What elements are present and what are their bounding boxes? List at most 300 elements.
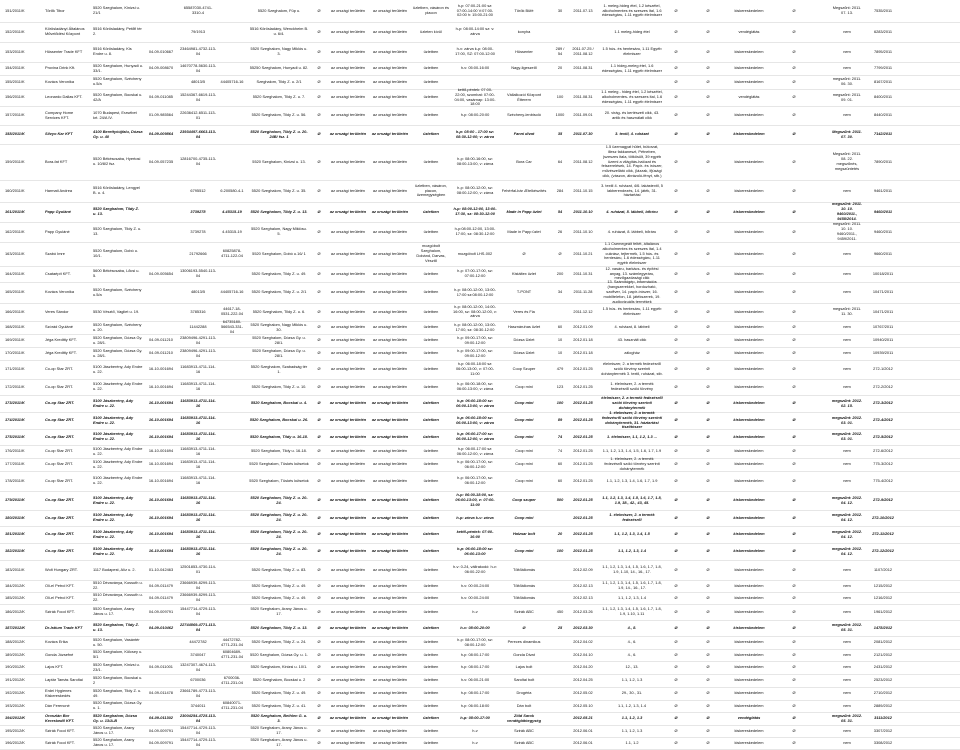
cell-t2: az országí területén xyxy=(330,250,366,256)
cell-j1: Ø xyxy=(674,48,678,54)
cell-datum: 2011.10.10 xyxy=(573,208,593,214)
cell-nyitva: h-v: 0-24, vállrakodó: h-v: 06:00-22:00 xyxy=(453,564,497,574)
cell-nyitva: h-p: 06:00-18:00, sz: 06:00-13:00, v: 07:00-11:00 xyxy=(455,492,495,507)
cell-nyitva: h-p: 08:00-14:00 sz: v: zárva xyxy=(455,26,495,36)
cell-uzlet: üzletben xyxy=(423,677,439,683)
cell-adoszam: 65587030-4741-3310-4 xyxy=(183,5,213,15)
cell-name: Szórád Gyuláné xyxy=(45,324,73,330)
cell-szam2: 5520 Szeghalom, Tildy u. 16-18. xyxy=(249,433,309,439)
cell-j2: Ø xyxy=(706,739,710,745)
cell-uzlet: üzletben, vásáron és piacon xyxy=(413,5,449,15)
cell-t2: az országí területén xyxy=(330,608,366,614)
cell-t1: Ø xyxy=(317,250,321,256)
cell-t1: Ø xyxy=(317,566,321,572)
cell-terulet: 25 xyxy=(557,624,563,630)
cell-name: Laptár Tamás Saroltai xyxy=(45,677,83,683)
cell-j1: Ø xyxy=(674,715,678,721)
cell-nyitva: h-p: 08:00-12:00, 14:00-16:00, sz: 08:00-12:00, v: zárva xyxy=(453,303,497,319)
cell-j3: Ø xyxy=(792,624,796,630)
cell-j2: Ø xyxy=(706,94,710,100)
cell-j3: Ø xyxy=(792,594,796,600)
cell-name: Co-op Star ZRT. xyxy=(45,461,74,467)
cell-t2: az országí területén xyxy=(330,594,366,600)
cell-t3: az országí területén xyxy=(372,28,408,34)
cell-uzlet: üzletben xyxy=(423,48,439,54)
cell-uzletnev: Halzsar bolt xyxy=(512,531,536,537)
cell-j3: Ø xyxy=(792,448,796,454)
cell-uzlet: üzleten kívül xyxy=(420,28,442,34)
cell-datum: 2012.02.13 xyxy=(573,594,593,600)
cell-j2: Ø xyxy=(706,308,710,314)
cell-cegj xyxy=(146,674,176,687)
cell-allas: 10767/2011 xyxy=(872,324,894,330)
cell-nyitva: h-p: 06:00-18:00 sz: 06:00-13:00 xyxy=(456,545,494,556)
cell-t1: Ø xyxy=(317,48,321,54)
cell-t2: az országí területén xyxy=(329,531,367,537)
cell-allas: 2523/2012 xyxy=(873,677,893,683)
cell-allas: 1478/2012 xyxy=(873,624,893,630)
cell-id: 188/2012/K xyxy=(5,639,25,645)
cell-uzletnev: Zöld Sarok vendéglátóegység xyxy=(507,712,541,723)
cell-name: Kovács Erika xyxy=(45,639,68,645)
cell-id: 170/2011/K xyxy=(5,350,25,356)
cell-szam2: 5520 Szeghalom, Szabadság tér 1. xyxy=(250,363,308,374)
cell-szam2: 5520 Szeghalom, Tildy Z. u. 6. xyxy=(252,308,306,314)
cell-name: Törők Tibor xyxy=(45,7,65,13)
cell-cegj: 16-10-001694 xyxy=(148,383,174,389)
cell-termek: 20. virág- és kertészeti cikk, 43. antik és használati cikk xyxy=(604,109,660,120)
cell-t2: az országí területén xyxy=(330,7,366,13)
cell-id: 180/2011/K xyxy=(5,514,25,520)
cell-allas: 8167/2011 xyxy=(873,78,893,84)
cell-nyitva: h-v xyxy=(472,727,478,733)
cell-t3: az országí területén xyxy=(372,651,408,657)
cell-t2: az országí területén xyxy=(330,48,366,54)
cell-j1: Ø xyxy=(674,187,678,193)
cell-megszunt: nem xyxy=(843,366,851,372)
cell-datum: 2012.01.25 xyxy=(573,448,593,454)
cell-nyitva: h-v: 08:00-20:00 xyxy=(460,624,490,630)
cell-t2: az országí területén xyxy=(329,715,367,721)
cell-t1: Ø xyxy=(317,664,321,670)
cell-addr: 5516 Körösladány, Petőfi tér 2. xyxy=(93,26,142,36)
cell-t1: Ø xyxy=(317,417,321,423)
cell-j2: Ø xyxy=(706,208,710,214)
cell-uzlet: üzletben xyxy=(423,651,439,657)
cell-t2: az országí területén xyxy=(329,400,367,406)
cell-t2: az országí területén xyxy=(330,65,366,71)
cell-megszunt: nem xyxy=(843,651,851,657)
cell-cegj: 04-09-009864 xyxy=(148,131,174,137)
cell-szam2: 5520 Szeghalom, Tildy Z. u. 10. xyxy=(251,383,307,389)
cell-szam2: 5520 Szeghalom, Bethlen G. u. 3. xyxy=(250,712,308,723)
cell-cegj: 16-10-001694 xyxy=(148,531,174,537)
cell-adoszam: 6795512 xyxy=(190,187,206,193)
cell-id: 190/2012/K xyxy=(5,664,25,670)
cell-j3: Ø xyxy=(792,94,796,100)
cell-terulet: 200 xyxy=(556,270,564,276)
cell-termek: 4., 6. xyxy=(627,651,637,657)
cell-j2: Ø xyxy=(706,477,710,483)
table-row xyxy=(0,543,960,561)
cell-cegj: 16-10-001694 xyxy=(148,417,174,423)
cell-szam2: 5520 Szeghalom, Arany János u. 17. xyxy=(250,725,308,735)
cell-nyitva: h-v: 00:00-24:00 xyxy=(460,582,490,588)
cell-datum: 2011.10.15 xyxy=(573,187,593,193)
cell-t1: Ø xyxy=(317,337,321,343)
cell-uzletnev: Coop mini xyxy=(515,461,533,467)
cell-datum: 2012.01.25 xyxy=(573,477,593,483)
cell-uzletnev: Fanni divat xyxy=(513,131,535,137)
cell-megszunt: nem xyxy=(843,250,851,256)
cell-datum: 2011.12.12 xyxy=(573,308,593,314)
cell-szam2: 5520 Szeghalom, Füp u. xyxy=(257,7,301,13)
cell-nyitva: h-p: 06:00-17:00, sz: 06:00-12:00 xyxy=(457,458,493,469)
cell-name: Jéga Kreditty KFT. xyxy=(45,350,77,356)
cell-j2: Ø xyxy=(706,497,710,503)
cell-j3: Ø xyxy=(792,433,796,439)
cell-terulet: 34 xyxy=(557,289,563,295)
cell-nyerseg: kiskereskedelem xyxy=(733,548,765,554)
cell-allas: 8440/2011 xyxy=(873,112,893,118)
cell-nyerseg: kiskereskedelem xyxy=(734,78,764,84)
cell-datum: 2012.05.10 xyxy=(573,702,593,708)
cell-j1: Ø xyxy=(674,7,678,13)
cell-datum: 2012.01.25 xyxy=(573,497,593,503)
cell-datum: 2012.02.13 xyxy=(573,582,593,588)
cell-addr: 5530 Vésztő, Vagliet u. 19. xyxy=(93,308,140,314)
cell-addr: 5520 Szeghalom, Szécheny u.5/a xyxy=(93,76,142,86)
cell-uzletnev: Szirák ABC xyxy=(514,739,534,745)
cell-cegj xyxy=(146,700,176,712)
cell-adoszam: 15244367-6619-113-04 xyxy=(179,91,217,102)
cell-uzletnev: Ø xyxy=(522,250,526,256)
cell-szam2: 5520 Szeghalom, Tüskés kútsetok xyxy=(249,461,309,467)
cell-cegj xyxy=(146,636,176,649)
cell-nyerseg: kiskereskedelem xyxy=(734,187,764,193)
cell-j1: Ø xyxy=(674,497,678,503)
cell-termek: 4. ruházat, 8. lábbeli, bőráru xyxy=(607,228,657,234)
cell-terulet xyxy=(552,636,568,649)
cell-adoszam: 3739278 xyxy=(190,228,206,234)
cell-terulet xyxy=(552,725,568,737)
cell-t3: az országí területén xyxy=(371,514,409,520)
cell-terulet: Ø xyxy=(558,250,562,256)
cell-cegj: 04-09-011302 xyxy=(149,715,173,721)
cell-t3: az országí területén xyxy=(372,158,408,164)
cell-nyerseg: kiskereskedelem xyxy=(733,624,765,630)
cell-addr: 5520 Szeghalom, Szécheny u. 20. xyxy=(93,321,142,332)
cell-nyitva: h-p: 07:00-17:00, sz: 07:00-12:00 xyxy=(457,268,493,278)
cell-nyerseg: kiskereskedelem xyxy=(734,383,764,389)
cell-addr: 5520 Szeghalom, Bocskai u. 2 xyxy=(93,674,143,685)
cell-t1: Ø xyxy=(317,366,321,372)
cell-szekhely xyxy=(218,445,246,458)
cell-nyerseg: kiskereskedelem xyxy=(734,250,764,256)
table-row xyxy=(0,360,960,380)
cell-nyitva: h-p: 08:00-17:00 xyxy=(460,651,490,657)
cell-szekhely xyxy=(218,347,246,360)
cell-szam2: Szeghalom, Tildy Z. u. 2/1 xyxy=(256,78,302,84)
cell-termek: 1.1, 1.2, 1.3, 1.4, 1.5, 1.6, 1.7, 1.9 xyxy=(602,448,662,454)
cell-j1: Ø xyxy=(674,664,678,670)
cell-addr: 5520 Szeghalom, Dózsa Gy. u. 28/1. xyxy=(93,334,143,345)
cell-allas: 3111/2012 xyxy=(874,715,892,721)
cell-datum xyxy=(570,75,596,89)
cell-allas: 8400/2011 xyxy=(873,94,893,100)
cell-szam2: 5520 Szeghalom, Tildy Z. u. 49. xyxy=(251,270,307,276)
cell-id: 156/2011/K xyxy=(5,94,25,100)
cell-t3: az országí területén xyxy=(372,677,408,683)
cell-j1: Ø xyxy=(674,78,678,84)
cell-uzletnev: Gonda Divat xyxy=(513,651,535,657)
cell-allas: 1107/2012 xyxy=(873,566,893,572)
cell-allas: 272-6/2012 xyxy=(873,448,893,454)
cell-j3: Ø xyxy=(792,400,796,406)
cell-j3: Ø xyxy=(792,187,796,193)
cell-uzletnev: Pereces dinamikus xyxy=(507,639,541,645)
cell-id: 162/2011/K xyxy=(5,228,25,234)
cell-datum: 2011.09.01 xyxy=(573,112,593,118)
cell-termek: 4. ruházat, 8. lábbeli xyxy=(614,324,650,330)
cell-name: Co-op Star ZRT. xyxy=(45,477,74,483)
cell-t2: az országí területén xyxy=(330,664,366,670)
cell-addr: 5100 Jászberény, Ady Endre u. 22. xyxy=(93,458,143,469)
cell-t2: az országí területén xyxy=(330,308,366,314)
cell-j3: Ø xyxy=(792,28,796,34)
cell-uzlet: üzletben xyxy=(423,337,439,343)
table-row xyxy=(0,42,960,63)
cell-j2: Ø xyxy=(706,400,710,406)
cell-name: Veres Sándor xyxy=(45,308,69,314)
cell-termek: 1.1, 1.2, 1.3, 1.4 xyxy=(617,594,647,600)
cell-nyerseg: kiskereskedelem xyxy=(734,308,764,314)
cell-j1: Ø xyxy=(674,461,678,467)
cell-uzletnev: Veres és Fia xyxy=(513,308,535,314)
cell-name: Wolt Hungary ZRT. xyxy=(45,566,78,572)
cell-t3: az országí területén xyxy=(372,350,408,356)
cell-t1: Ø xyxy=(317,78,321,84)
cell-megszunt: megszűnt: 2012. 03. 01. xyxy=(831,414,863,425)
cell-name: Co-op Star ZRT. xyxy=(45,514,75,520)
cell-t3: az országí területén xyxy=(372,727,408,733)
cell-t2: az országí területén xyxy=(330,566,366,572)
cell-id: 158/2011/K xyxy=(5,131,25,137)
cell-id: 164/2011/K xyxy=(5,270,25,276)
cell-addr: 5100 Jászberény, Ady Endre u. 22. xyxy=(93,475,143,485)
cell-uzletnev: Made in Papp üzlet xyxy=(506,208,542,214)
cell-j3: Ø xyxy=(792,739,796,745)
table-row xyxy=(0,687,960,701)
cell-j1: Ø xyxy=(674,608,678,614)
cell-t3: az országí területén xyxy=(372,383,408,389)
cell-termek: 1.1, 1.2, 1.3, 1.4, 1.5 xyxy=(614,531,650,537)
cell-nyitva: h-p: 07:00-21:00 sz: 07:00-14:00 V:07:00-02:00 h: 15:00-21:00 xyxy=(456,2,494,18)
cell-addr: 5520 Szeghalom, Kinizsi u. 21/1 xyxy=(93,5,140,15)
cell-nyitva: h-v xyxy=(472,739,478,745)
table-row xyxy=(0,471,960,492)
cell-szekhely: 60825878-4711-122-04 xyxy=(221,248,243,258)
cell-allas: 2121/2012 xyxy=(873,651,893,657)
cell-name: Szirák Food KFT. xyxy=(45,608,75,614)
table-row xyxy=(0,62,960,76)
cell-szam2: 5520 Szeghalom, Nagy Miklós u. 30. xyxy=(250,321,308,332)
cell-allas: 3307/2012 xyxy=(873,727,893,733)
cell-terulet: 500 xyxy=(556,497,564,503)
cell-terulet: 123 xyxy=(556,383,564,389)
cell-id: 163/2011/K xyxy=(5,250,25,256)
cell-allas: 775-3/2012 xyxy=(873,461,893,467)
cell-datum: 2012.01.25 xyxy=(573,433,593,439)
cell-szekhely xyxy=(218,491,246,510)
cell-termek: 1.1, 1.2, 1.3, 1.4, 1.6, 1.7, 1.9 xyxy=(606,477,658,483)
cell-nyitva: h-p: 09:00-17:00, sz: 09:00-12:00 xyxy=(457,334,493,345)
cell-cegj: 04-09-011478 xyxy=(149,690,173,696)
cell-name: Szabó Imre xyxy=(45,250,65,256)
cell-addr: 5520 Szeghalom, Tildy Z. u. 13. xyxy=(93,226,142,236)
table-row xyxy=(0,334,960,348)
cell-terulet xyxy=(552,22,568,42)
cell-j2: Ø xyxy=(706,417,710,423)
cell-szam2: 5520 Szeghalom, Tildy Z. u. 56. xyxy=(251,112,307,118)
cell-nyerseg: kiskereskedelem xyxy=(734,324,764,330)
cell-addr: 5520 Szeghalom, Dobó u. 10/1. xyxy=(93,248,138,258)
cell-uzlet: üzletben xyxy=(423,158,439,164)
cell-datum: 2012.01.25 xyxy=(573,531,593,537)
cell-megszunt: nem xyxy=(843,187,851,193)
cell-termek: 1. élelmiszer, 1.1, 1.2, 1.3 ... xyxy=(607,433,657,439)
cell-name: Oli-el Petrol KFT. xyxy=(45,594,75,600)
cell-adoszam: 11442288 xyxy=(189,324,207,330)
cell-szam2: 55250 Szeghalom, Hunyadi u. 82. xyxy=(249,65,309,71)
cell-j1: Ø xyxy=(674,112,678,118)
cell-t3: az országí területén xyxy=(372,228,408,234)
cell-uzlet: üzletben xyxy=(423,350,439,356)
cell-allas: 7890/2011 xyxy=(873,158,893,164)
cell-j2: Ø xyxy=(706,566,710,572)
cell-t1: Ø xyxy=(317,65,321,71)
cell-uzletnev: Dózsa Üzlet xyxy=(513,350,535,356)
cell-terulet: 1000 xyxy=(555,112,565,118)
cell-t3: az országí területén xyxy=(372,690,408,696)
cell-datum: 2012.01.25 xyxy=(573,366,593,372)
cell-t3: az országí területén xyxy=(371,131,409,137)
cell-t3: az országí területén xyxy=(371,497,409,503)
cell-j2: Ø xyxy=(706,715,710,721)
cell-nyerseg: kiskereskedelem xyxy=(734,228,764,234)
cell-terulet: 100 xyxy=(556,400,564,406)
cell-id: 165/2011/K xyxy=(5,289,25,295)
cell-szam2: 5520 Szeghalom, Arany János u. 17. xyxy=(250,606,308,616)
cell-nyerseg: kiskereskedelem xyxy=(733,400,765,406)
cell-id: 171/2011/K xyxy=(5,366,25,372)
cell-id: 169/2011/K xyxy=(5,337,25,343)
cell-j1: Ø xyxy=(674,727,678,733)
cell-t2: az országí területén xyxy=(330,270,366,276)
cell-id: 168/2011/K xyxy=(5,324,25,330)
cell-megszunt: nem xyxy=(843,739,851,745)
cell-j1: Ø xyxy=(674,702,678,708)
cell-name: Körösladányi Általános Művelődési Központ xyxy=(45,26,85,36)
cell-t3: az országí területén xyxy=(372,448,408,454)
cell-t1: Ø xyxy=(317,270,321,276)
cell-t2: az országí területén xyxy=(330,727,366,733)
cell-t1: Ø xyxy=(317,477,321,483)
cell-nyerseg: kiskereskedelem xyxy=(734,608,764,614)
cell-t1: Ø xyxy=(317,7,321,13)
cell-t2: az országí területén xyxy=(330,461,366,467)
cell-name: Lajos KFT. xyxy=(45,664,64,670)
cell-szekhely xyxy=(218,395,246,412)
cell-allas: 272-4/2012 xyxy=(873,417,893,423)
cell-j3: Ø xyxy=(792,48,796,54)
cell-terulet xyxy=(552,700,568,712)
cell-addr: 1117 Budapest, Alíz u. 2. xyxy=(93,566,136,572)
cell-j3: Ø xyxy=(792,639,796,645)
cell-adoszam: 12501853-4730-114-01 xyxy=(179,564,217,574)
table-row xyxy=(0,409,960,430)
cell-name: Leonardo Dallas KFT. xyxy=(45,94,83,100)
table-row xyxy=(0,242,960,267)
cell-nyerseg: kiskereskedelem xyxy=(734,594,764,600)
cell-addr: 5520 Szeghalom, Vasántér u. 50. xyxy=(93,636,140,647)
cell-t3: az országí területén xyxy=(372,112,408,118)
cell-t3: az országí területén xyxy=(372,594,408,600)
cell-adoszam: 15447714-4729-113-04 xyxy=(179,737,217,747)
cell-adoszam: 11683913-4711-114-16 xyxy=(180,431,216,441)
cell-datum: 2012.05.21 xyxy=(573,715,593,721)
cell-j1: Ø xyxy=(674,417,678,423)
cell-cegj: 04-09-011479 xyxy=(149,582,173,588)
cell-t1: Ø xyxy=(317,448,321,454)
cell-j1: Ø xyxy=(674,448,678,454)
cell-terulet: 74 xyxy=(557,448,563,454)
cell-adoszam: 11683913-4711-114-16 xyxy=(180,494,216,505)
cell-termek: 1.1 Csemegeáit feltét, általános alkoholmentes és szeszes ital, 1.4 cukrász, tejtermék, 1.5 hús- és hentesáru, 1.6 édességáru, 1.11 egyéb élelmiszer xyxy=(602,240,662,266)
cell-j3: Ø xyxy=(792,702,796,708)
cell-termek: 1.1, 1.2, 1.3, 1.4, 1.5, 1.6, 1.7, 1.8, 1.9, 1.10, 14., 16., 17. xyxy=(602,564,662,574)
cell-j2: Ø xyxy=(706,651,710,657)
cell-datum: 2012.01.25 xyxy=(573,461,593,467)
cell-adoszam: 23004254-4725-113-04 xyxy=(179,712,217,723)
cell-t3: az országí területén xyxy=(371,208,409,214)
cell-terulet xyxy=(552,712,568,725)
table-row xyxy=(0,429,960,446)
cell-uzlet: üzletben xyxy=(423,308,439,314)
cell-szam2: 5520 Szeghalom, Dózsa Gy. u. 28/1. xyxy=(252,347,306,358)
cell-szam2: 5520 Szeghalom, Dózsa Gy. u. 28/1. xyxy=(252,334,306,345)
cell-cegj: 16-10-001694 xyxy=(148,477,174,483)
table-row xyxy=(0,620,960,637)
cell-szam2: 5520 Szeghalom, Tildy Z. u. 24. xyxy=(251,639,307,645)
cell-uzletnev: Töltőállomás xyxy=(512,566,536,572)
cell-j2: Ø xyxy=(706,65,710,71)
cell-szekhely xyxy=(218,580,246,592)
cell-t1: Ø xyxy=(317,308,321,314)
cell-t3: az országí területén xyxy=(371,417,409,423)
cell-nyitva: h-p: 08:00-17:00 xyxy=(460,715,490,721)
cell-j3: Ø xyxy=(792,383,796,389)
cell-uzletnev: Coop mini xyxy=(514,514,534,520)
cell-addr: 5600 Békéscsaba, Lőcsi u. 5. xyxy=(93,268,140,278)
cell-j3: Ø xyxy=(792,566,796,572)
cell-allas: 6283/2011 xyxy=(873,28,893,34)
cell-cegj xyxy=(146,321,176,334)
cell-t3: az országí területén xyxy=(372,664,408,670)
cell-nyerseg: kiskereskedelem xyxy=(734,448,764,454)
table-row xyxy=(0,22,960,43)
cell-allas: 272-12/2012 xyxy=(872,548,894,554)
